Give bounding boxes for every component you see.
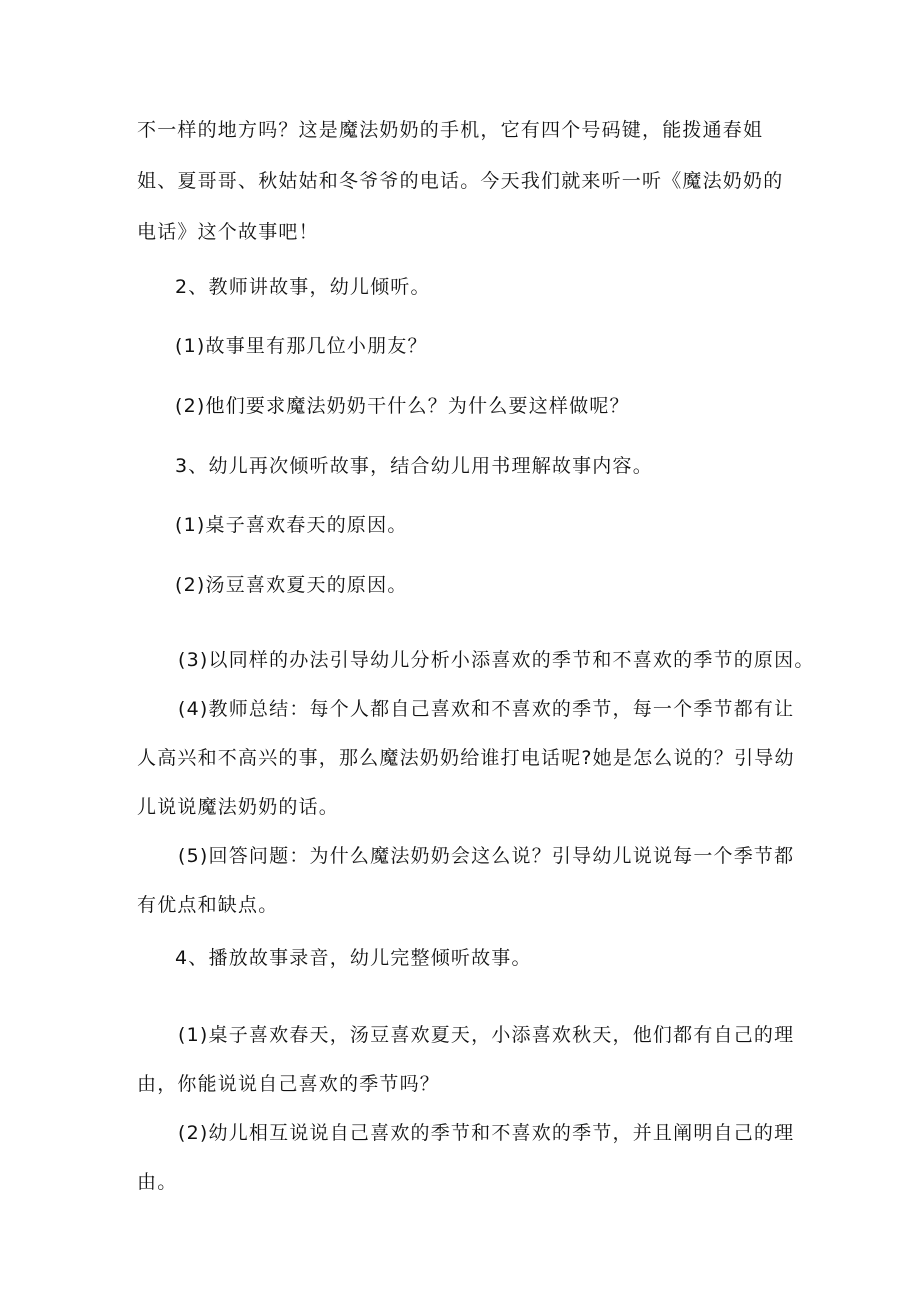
- text-line-4: 2、教师讲故事，幼儿倾听。: [175, 276, 431, 298]
- text-line-19: (2)幼儿相互说说自己喜欢的季节和不喜欢的季节，并且阐明自己的理: [178, 1122, 795, 1144]
- text-line-18: 由，你能说说自己喜欢的季节吗？: [137, 1073, 441, 1095]
- text-line-16: 4、播放故事录音，幼儿完整倾听故事。: [175, 947, 532, 969]
- text-line-2: 姐、夏哥哥、秋姑姑和冬爷爷的电话。今天我们就来听一听《魔法奶奶的: [137, 170, 784, 192]
- text-line-6: (2)他们要求魔法奶奶干什么？为什么要这样做呢？: [175, 395, 630, 417]
- text-line-12: 人高兴和不高兴的事，那么魔法奶奶给谁打电话呢?她是怎么说的？引导幼: [137, 747, 795, 769]
- text-line-3: 电话》这个故事吧！: [137, 221, 319, 243]
- text-line-7: 3、幼儿再次倾听故事，结合幼儿用书理解故事内容。: [175, 455, 653, 477]
- text-line-5: (1)故事里有那几位小朋友？: [175, 335, 428, 357]
- text-line-8: (1)桌子喜欢春天的原因。: [175, 514, 408, 536]
- text-line-15: 有优点和缺点。: [137, 894, 279, 916]
- text-line-13: 儿说说魔法奶奶的话。: [137, 796, 340, 818]
- text-line-14: (5)回答问题：为什么魔法奶奶会这么说？引导幼儿说说每一个季节都: [178, 845, 795, 867]
- text-line-9: (2)汤豆喜欢夏天的原因。: [175, 574, 408, 596]
- text-line-17: (1)桌子喜欢春天，汤豆喜欢夏天，小添喜欢秋天，他们都有自己的理: [178, 1024, 795, 1046]
- text-line-1: 不一样的地方吗？这是魔法奶奶的手机，它有四个号码键，能拨通春姐: [137, 119, 764, 141]
- text-line-10: (3)以同样的办法引导幼儿分析小添喜欢的季节和不喜欢的季节的原因。: [178, 649, 815, 671]
- text-line-20: 由。: [137, 1171, 178, 1193]
- text-line-11: (4)教师总结：每个人都自己喜欢和不喜欢的季节，每一个季节都有让: [178, 698, 795, 720]
